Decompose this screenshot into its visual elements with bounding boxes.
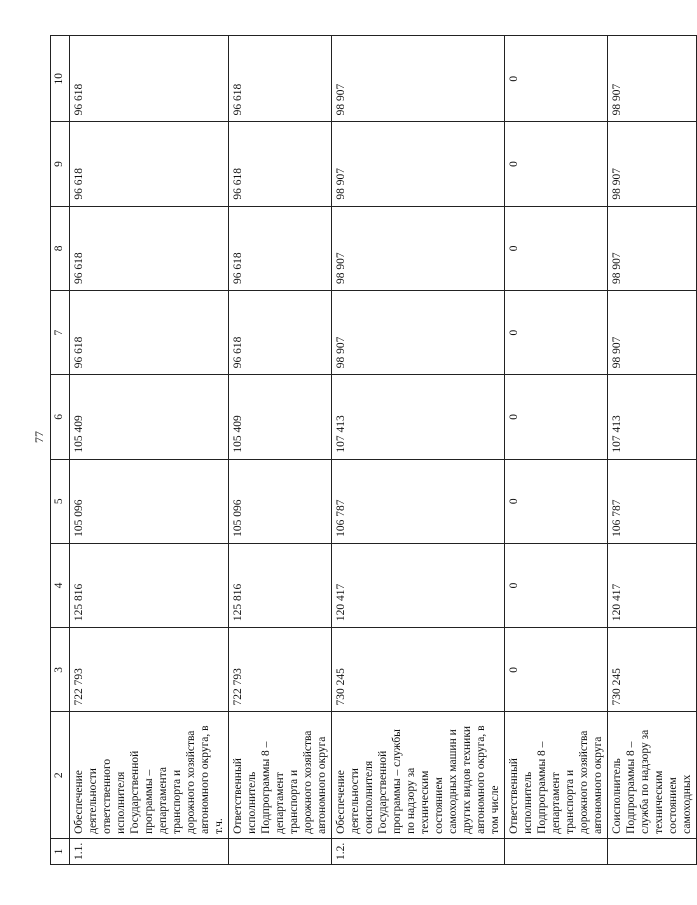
row-description: Обеспечение деятельности ответственного исполнителя Государственной программы – департамента транспорта и дорожного хозяйства автономного округа, в т.ч. (70, 712, 229, 838)
table-row (332, 36, 505, 865)
cell-col7: 96 618 (70, 290, 229, 374)
header-cell: 8 (51, 206, 70, 290)
cell-col5: 105 096 (229, 459, 332, 543)
table-row (505, 36, 608, 865)
row-description: Обеспечение деятельности соисполнителя Государственной программы – службы по надзору за техническим состоянием самоходных машин и других видов техники автономного округа, в том числе (332, 712, 505, 838)
cell-col7: 98 907 (608, 290, 697, 374)
header-cell: 9 (51, 122, 70, 206)
cell-col9: 98 907 (608, 122, 697, 206)
cell-col10: 98 907 (608, 36, 697, 122)
cell-col6: 105 409 (229, 375, 332, 459)
cell-col10: 0 (505, 36, 608, 122)
cell-col4: 120 417 (332, 543, 505, 627)
cell-col6: 105 409 (70, 375, 229, 459)
header-row (51, 36, 70, 865)
cell-col8: 96 618 (70, 206, 229, 290)
cell-col5: 0 (505, 459, 608, 543)
cell-col4: 125 816 (70, 543, 229, 627)
cell-col5: 106 787 (332, 459, 505, 543)
cell-col7: 96 618 (229, 290, 332, 374)
header-cell: 10 (51, 36, 70, 122)
header-cell: 1 (51, 838, 70, 864)
cell-col10: 96 618 (229, 36, 332, 122)
budget-table (50, 35, 697, 865)
cell-col5: 105 096 (70, 459, 229, 543)
row-description: Соисполнитель Подпрограммы 8 – служба по надзору за техническим состоянием самоходных (608, 712, 697, 838)
cell-col3: 722 793 (229, 628, 332, 712)
rotated-table-container (50, 35, 693, 865)
table-row (229, 36, 332, 865)
cell-col3: 0 (505, 628, 608, 712)
page-number: 77 (32, 431, 46, 443)
cell-col9: 96 618 (70, 122, 229, 206)
cell-col3: 730 245 (608, 628, 697, 712)
cell-col6: 107 413 (608, 375, 697, 459)
header-cell: 4 (51, 543, 70, 627)
cell-col8: 98 907 (608, 206, 697, 290)
row-number: 1.1. (70, 838, 229, 864)
cell-col4: 125 816 (229, 543, 332, 627)
table-row (70, 36, 229, 865)
cell-col10: 96 618 (70, 36, 229, 122)
header-cell: 6 (51, 375, 70, 459)
header-cell: 7 (51, 290, 70, 374)
cell-col9: 98 907 (332, 122, 505, 206)
row-description: Ответственный исполнитель Подпрограммы 8 – департамент транспорта и дорожного хозяйства автономного округа (505, 712, 608, 838)
cell-col6: 0 (505, 375, 608, 459)
cell-col3: 730 245 (332, 628, 505, 712)
cell-col9: 96 618 (229, 122, 332, 206)
cell-col8: 98 907 (332, 206, 505, 290)
cell-col9: 0 (505, 122, 608, 206)
cell-col7: 0 (505, 290, 608, 374)
table-row (608, 36, 697, 865)
cell-col4: 0 (505, 543, 608, 627)
cell-col6: 107 413 (332, 375, 505, 459)
cell-col4: 120 417 (608, 543, 697, 627)
header-cell: 3 (51, 628, 70, 712)
cell-col8: 0 (505, 206, 608, 290)
cell-col7: 98 907 (332, 290, 505, 374)
row-number (608, 838, 697, 864)
row-number: 1.2. (332, 838, 505, 864)
row-number (229, 838, 332, 864)
row-description: Ответственный исполнитель Подпрограммы 8 – департамент транспорта и дорожного хозяйства автономного округа (229, 712, 332, 838)
cell-col10: 98 907 (332, 36, 505, 122)
row-number (505, 838, 608, 864)
header-cell: 2 (51, 712, 70, 838)
cell-col8: 96 618 (229, 206, 332, 290)
header-cell: 5 (51, 459, 70, 543)
cell-col3: 722 793 (70, 628, 229, 712)
cell-col5: 106 787 (608, 459, 697, 543)
